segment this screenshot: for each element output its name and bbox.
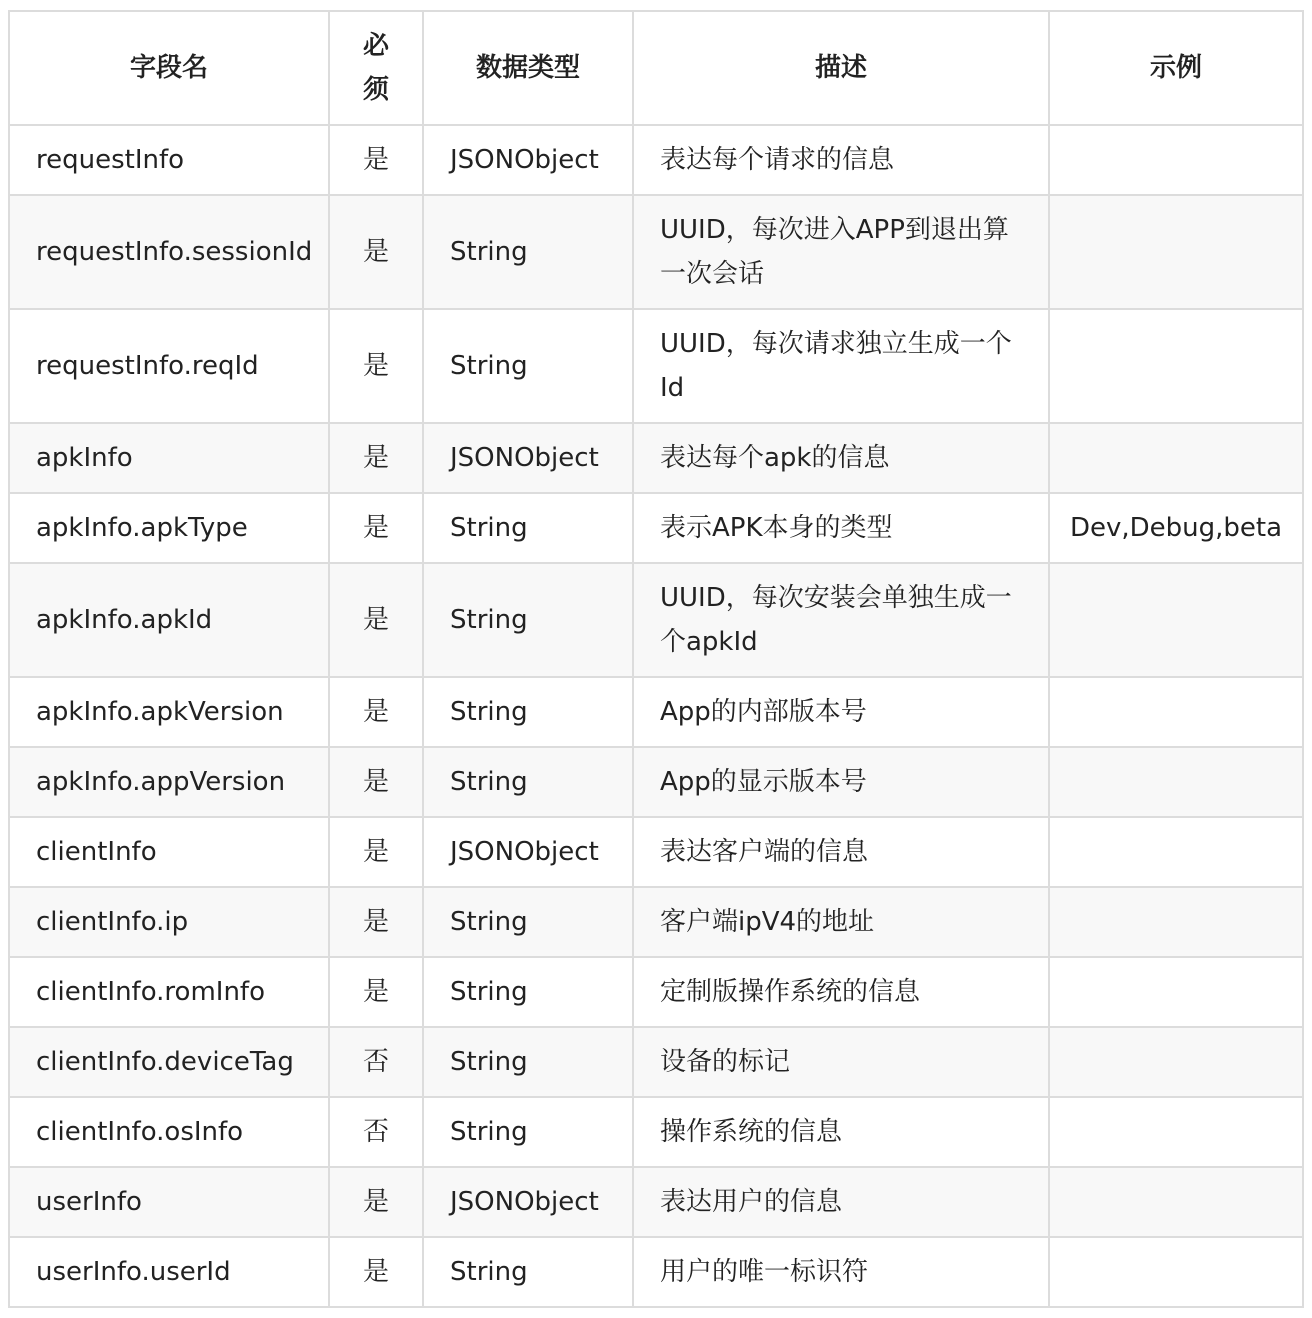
table-row	[9, 309, 1303, 423]
cell-field: apkInfo.apkType	[9, 493, 329, 563]
cell-required: 是	[329, 563, 423, 677]
cell-description: 表示APK本身的类型	[633, 493, 1049, 563]
cell-description: UUID，每次安装会单独生成一个apkId	[633, 563, 1049, 677]
cell-description: UUID，每次进入APP到退出算一次会话	[633, 195, 1049, 309]
cell-type: JSONObject	[423, 125, 633, 195]
table-body	[9, 125, 1303, 1307]
cell-description: 定制版操作系统的信息	[633, 957, 1049, 1027]
cell-example	[1049, 423, 1303, 493]
cell-required: 是	[329, 493, 423, 563]
table-row	[9, 1237, 1303, 1307]
cell-description: 设备的标记	[633, 1027, 1049, 1097]
cell-description: 表达每个apk的信息	[633, 423, 1049, 493]
table-row	[9, 1097, 1303, 1167]
cell-required: 是	[329, 817, 423, 887]
cell-field: clientInfo.ip	[9, 887, 329, 957]
cell-example: Dev,Debug,beta	[1049, 493, 1303, 563]
cell-description: 用户的唯一标识符	[633, 1237, 1049, 1307]
cell-required: 是	[329, 125, 423, 195]
table-row	[9, 817, 1303, 887]
field-table-container	[8, 10, 1304, 1308]
header-field: 字段名	[9, 11, 329, 125]
cell-example	[1049, 887, 1303, 957]
table-row	[9, 887, 1303, 957]
cell-type: String	[423, 957, 633, 1027]
cell-example	[1049, 957, 1303, 1027]
cell-type: String	[423, 1237, 633, 1307]
cell-example	[1049, 817, 1303, 887]
cell-type: JSONObject	[423, 1167, 633, 1237]
cell-example	[1049, 563, 1303, 677]
cell-required: 是	[329, 195, 423, 309]
cell-type: String	[423, 309, 633, 423]
cell-required: 否	[329, 1097, 423, 1167]
cell-example	[1049, 1097, 1303, 1167]
header-row	[9, 11, 1303, 125]
cell-required: 是	[329, 423, 423, 493]
cell-required: 是	[329, 957, 423, 1027]
cell-required: 是	[329, 677, 423, 747]
cell-description: 表达客户端的信息	[633, 817, 1049, 887]
cell-field: requestInfo.sessionId	[9, 195, 329, 309]
cell-type: String	[423, 887, 633, 957]
cell-field: requestInfo	[9, 125, 329, 195]
cell-type: String	[423, 677, 633, 747]
table-row	[9, 423, 1303, 493]
header-required: 必须	[329, 11, 423, 125]
table-header	[9, 11, 1303, 125]
table-row	[9, 125, 1303, 195]
cell-required: 否	[329, 1027, 423, 1097]
cell-field: apkInfo.apkId	[9, 563, 329, 677]
table-row	[9, 747, 1303, 817]
cell-description: 客户端ipV4的地址	[633, 887, 1049, 957]
table-row	[9, 957, 1303, 1027]
cell-field: apkInfo	[9, 423, 329, 493]
cell-type: String	[423, 1097, 633, 1167]
cell-type: JSONObject	[423, 817, 633, 887]
table-row	[9, 563, 1303, 677]
cell-example	[1049, 195, 1303, 309]
cell-example	[1049, 309, 1303, 423]
cell-required: 是	[329, 309, 423, 423]
table-row	[9, 1027, 1303, 1097]
cell-example	[1049, 747, 1303, 817]
table-row	[9, 1167, 1303, 1237]
field-table	[8, 10, 1304, 1308]
cell-required: 是	[329, 1237, 423, 1307]
cell-type: String	[423, 195, 633, 309]
cell-field: clientInfo.osInfo	[9, 1097, 329, 1167]
cell-field: apkInfo.apkVersion	[9, 677, 329, 747]
cell-description: 操作系统的信息	[633, 1097, 1049, 1167]
cell-description: 表达每个请求的信息	[633, 125, 1049, 195]
cell-type: String	[423, 493, 633, 563]
cell-example	[1049, 1027, 1303, 1097]
header-type: 数据类型	[423, 11, 633, 125]
cell-example	[1049, 125, 1303, 195]
cell-required: 是	[329, 1167, 423, 1237]
cell-type: String	[423, 1027, 633, 1097]
table-row	[9, 677, 1303, 747]
cell-description: App的内部版本号	[633, 677, 1049, 747]
cell-description: UUID，每次请求独立生成一个Id	[633, 309, 1049, 423]
cell-description: App的显示版本号	[633, 747, 1049, 817]
table-row	[9, 195, 1303, 309]
cell-example	[1049, 1167, 1303, 1237]
cell-field: userInfo.userId	[9, 1237, 329, 1307]
cell-example	[1049, 677, 1303, 747]
cell-required: 是	[329, 887, 423, 957]
cell-example	[1049, 1237, 1303, 1307]
cell-field: requestInfo.reqId	[9, 309, 329, 423]
cell-required: 是	[329, 747, 423, 817]
cell-field: apkInfo.appVersion	[9, 747, 329, 817]
cell-field: clientInfo	[9, 817, 329, 887]
cell-type: String	[423, 563, 633, 677]
cell-description: 表达用户的信息	[633, 1167, 1049, 1237]
cell-field: clientInfo.deviceTag	[9, 1027, 329, 1097]
header-description: 描述	[633, 11, 1049, 125]
table-row	[9, 493, 1303, 563]
header-example: 示例	[1049, 11, 1303, 125]
cell-type: JSONObject	[423, 423, 633, 493]
cell-type: String	[423, 747, 633, 817]
cell-field: clientInfo.romInfo	[9, 957, 329, 1027]
cell-field: userInfo	[9, 1167, 329, 1237]
